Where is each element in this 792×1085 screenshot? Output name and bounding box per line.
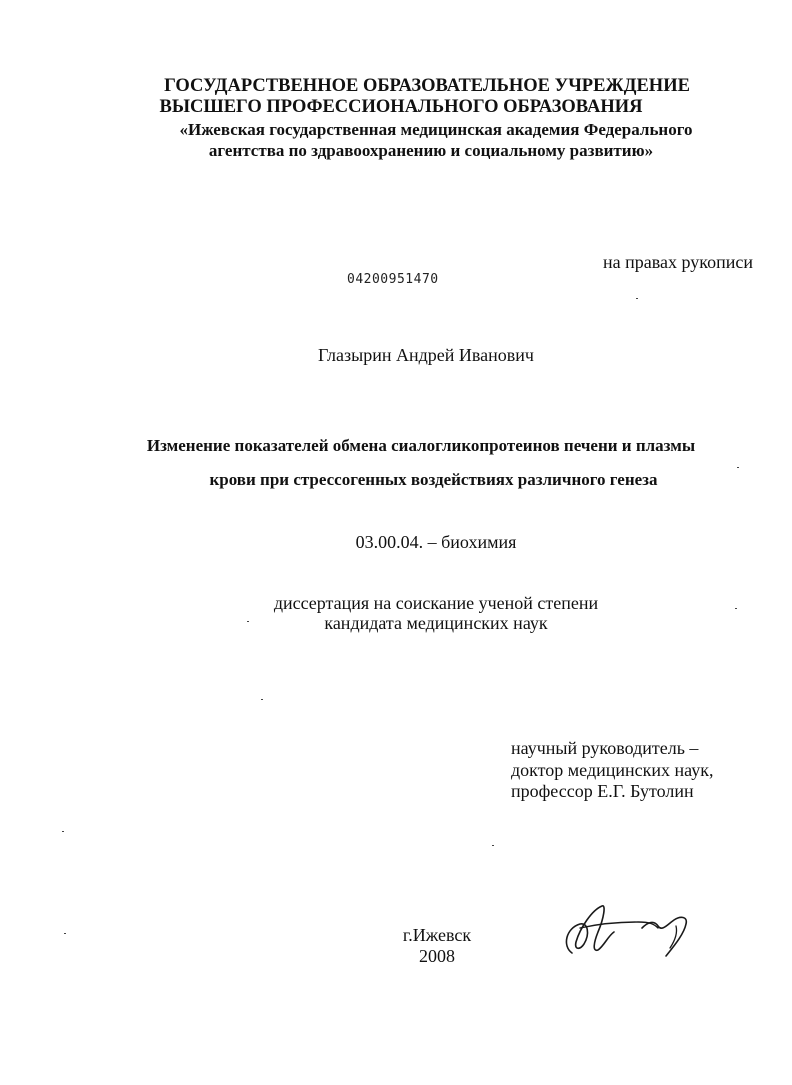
scan-speck	[735, 608, 737, 609]
scan-speck	[636, 298, 638, 299]
scan-speck	[261, 699, 263, 700]
year: 2008	[419, 946, 455, 966]
supervisor-line-2: доктор медицинских наук,	[511, 760, 714, 780]
scan-speck	[492, 845, 494, 846]
institution-line-1: ГОСУДАРСТВЕННОЕ ОБРАЗОВАТЕЛЬНОЕ УЧРЕЖДЕНИЕ	[164, 76, 690, 96]
signature	[558, 898, 698, 968]
scan-speck	[62, 831, 64, 832]
author-name: Глазырин Андрей Иванович	[318, 345, 534, 365]
document-number: 04200951470	[347, 272, 439, 287]
supervisor-line-1: научный руководитель –	[511, 738, 699, 758]
institution-line-2: ВЫСШЕГО ПРОФЕССИОНАЛЬНОГО ОБРАЗОВАНИЯ	[159, 97, 643, 117]
dissertation-title-line-1: Изменение показателей обмена сиалогликопротеинов печени и плазмы	[146, 436, 696, 455]
specialty-code: 03.00.04. – биохимия	[355, 532, 517, 552]
institution-line-4: агентства по здравоохранению и социальному развитию»	[208, 141, 654, 160]
manuscript-note: на правах рукописи	[603, 252, 753, 272]
degree-line-1: диссертация на соискание ученой степени	[273, 593, 599, 613]
scan-speck	[247, 621, 249, 622]
city: г.Ижевск	[402, 925, 472, 945]
dissertation-title-line-2: крови при стрессогенных воздействиях различного генеза	[209, 470, 658, 489]
scan-speck	[737, 467, 739, 468]
supervisor-line-3: профессор Е.Г. Бутолин	[511, 781, 694, 801]
scan-speck	[64, 933, 66, 934]
degree-line-2: кандидата медицинских наук	[324, 613, 548, 633]
institution-line-3: «Ижевская государственная медицинская академия Федерального	[179, 120, 693, 139]
